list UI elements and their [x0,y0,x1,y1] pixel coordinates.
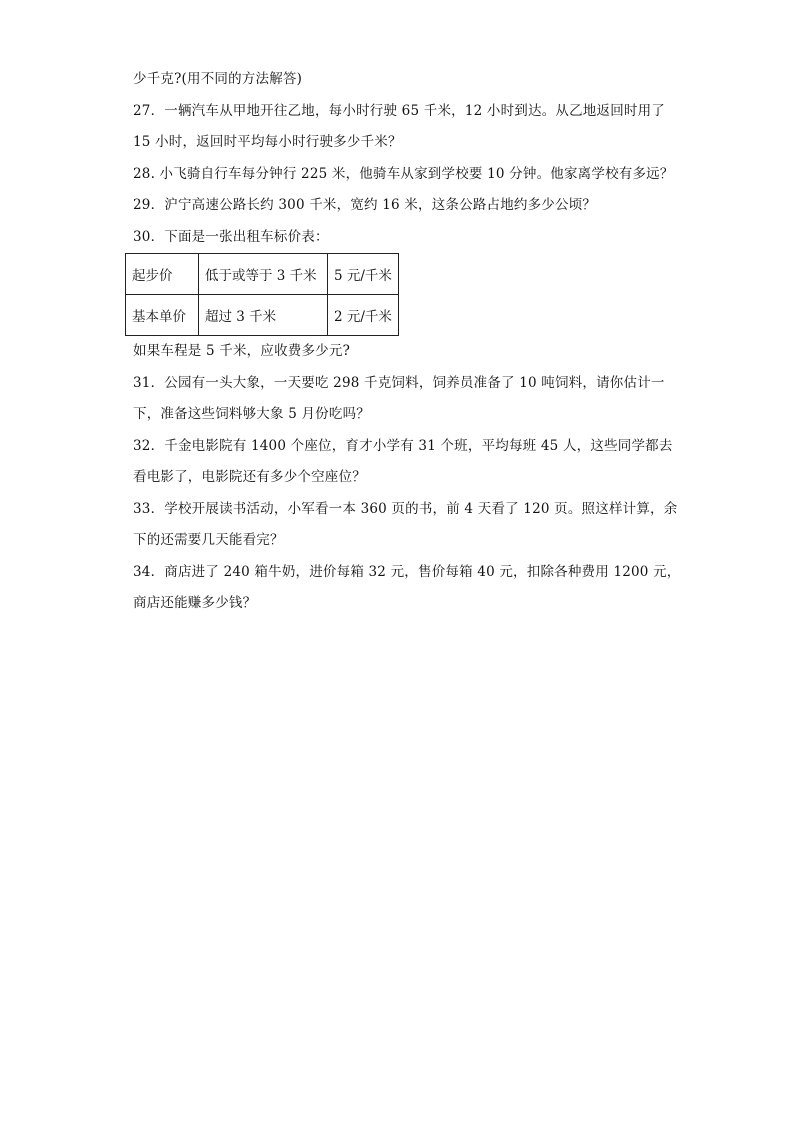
question-33-line-1: 33．学校开展读书活动，小军看一本 360 页的书，前 4 天看了 120 页。照这样计算，余 [133,500,678,517]
document-page [132,64,681,620]
table-cell: 5 元/千米 [328,254,399,295]
table-cell: 低于或等于 3 千米 [199,254,328,295]
question-27-line-1: 27．一辆汽车从甲地开往乙地，每小时行驶 65 千米，12 小时到达。从乙地返回时用了 [133,102,666,119]
question-32-line-1: 32．千金电影院有 1400 个座位，育才小学有 31 个班，平均每班 45 人，这些同学都去 [133,437,673,454]
table-cell: 2 元/千米 [328,295,399,336]
table-cell: 起步价 [126,254,199,295]
question-30: 30．下面是一张出租车标价表： [133,228,329,245]
question-32-line-2: 看电影了，电影院还有多少个空座位？ [133,469,366,485]
question-27-line-2: 15 小时，返回时平均每小时行驶多少千米？ [133,134,402,150]
question-33-line-2: 下的还需要几天能看完？ [133,532,284,548]
question-30-prompt: 如果车程是 5 千米，应收费多少元? [133,343,351,359]
question-34-line-2: 商店还能赚多少钱？ [133,595,257,611]
question-31-line-2: 下，准备这些饲料够大象 5 月份吃吗？ [133,406,370,422]
question-34-line-1: 34．商店进了 240 箱牛奶，进价每箱 32 元，售价每箱 40 元，扣除各种费用 1200 元， [133,563,681,580]
table-row [126,254,399,295]
question-28: 28. 小飞骑自行车每分钟行 225 米，他骑车从家到学校要 10 分钟。他家离学校有多远？ [133,165,674,182]
table-row [126,295,399,336]
question-29: 29．沪宁高速公路长约 300 千米，宽约 16 米，这条公路占地约多少公顷？ [133,197,597,213]
table-cell: 基本单价 [126,295,199,336]
taxi-fare-table [125,253,399,336]
text-line: 少千克?(用不同的方法解答) [133,71,303,87]
question-31-line-1: 31．公园有一头大象，一天要吃 298 千克饲料，饲养员准备了 10 吨饲料，请你估计一 [133,374,665,391]
table-cell: 超过 3 千米 [199,295,328,336]
